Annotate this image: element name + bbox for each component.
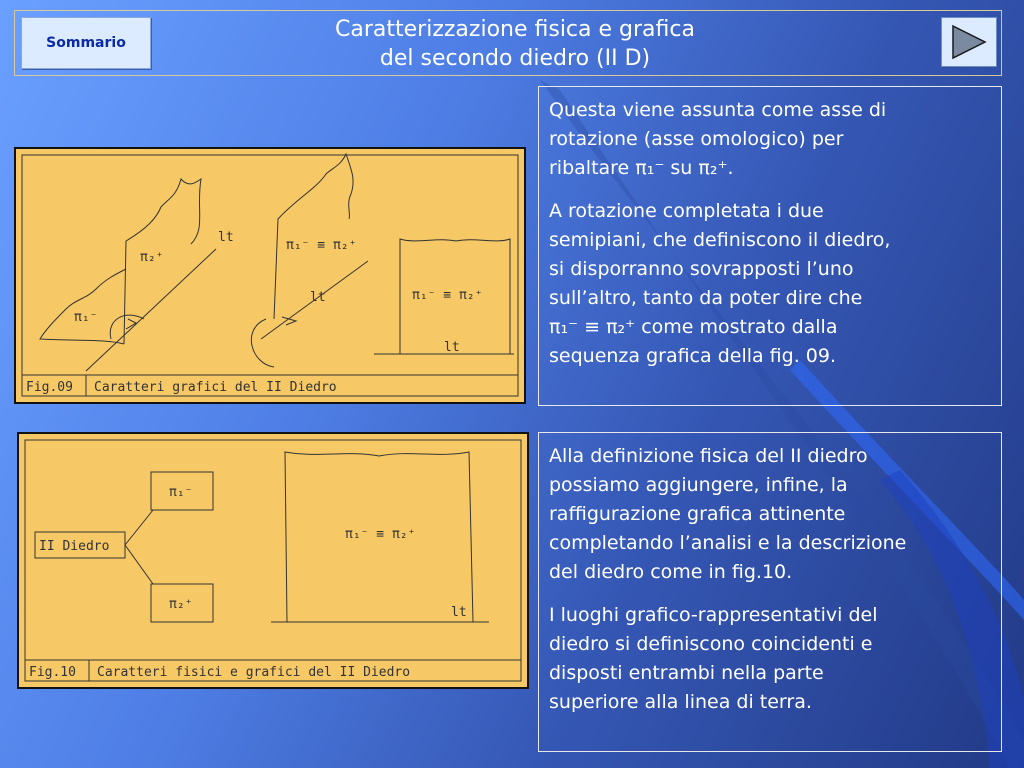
text-line: possiamo aggiungere, infine, la	[549, 474, 848, 496]
page-title	[215, 15, 815, 73]
label-pi-coincident: π₁⁻ ≡ π₂⁺	[286, 238, 357, 253]
label-lt: lt	[451, 605, 467, 620]
caption-number: Fig.10	[29, 665, 76, 680]
paragraph-bottom-1	[549, 442, 991, 587]
box-pi1-label: π₁⁻	[169, 485, 193, 500]
text-line: Alla definizione fisica del II diedro	[549, 445, 868, 467]
paragraph-bottom-2	[549, 601, 991, 717]
text-line: completando l’analisi e la descrizione	[549, 532, 907, 554]
sommario-button[interactable]: Sommario	[21, 17, 151, 69]
text-line: A rotazione completata i due	[549, 200, 824, 222]
text-line: ribaltare π₁⁻ su π₂⁺.	[549, 157, 734, 179]
text-line: si disporranno sovrapposti l’uno	[549, 258, 854, 280]
text-line: superiore alla linea di terra.	[549, 691, 812, 713]
next-slide-button[interactable]	[941, 17, 997, 67]
box-diedro-label: II Diedro	[39, 539, 110, 554]
text-panel-bottom	[538, 432, 1002, 752]
text-line: rotazione (asse omologico) per	[549, 128, 844, 150]
text-line: del diedro come in fig.10.	[549, 561, 793, 583]
text-line: sequenza grafica della fig. 09.	[549, 345, 837, 367]
label-pi2: π₂⁺	[140, 250, 164, 265]
text-line: Questa viene assunta come asse di	[549, 99, 887, 121]
paragraph-top-2	[549, 197, 991, 371]
header-bar	[14, 10, 1002, 76]
text-line: π₁⁻ ≡ π₂⁺ come mostrato dalla	[549, 316, 838, 338]
text-line: disposti entrambi nella parte	[549, 662, 824, 684]
paragraph-top-1	[549, 96, 991, 183]
text-line: I luoghi grafico-rappresentativi del	[549, 604, 878, 626]
label-lt: lt	[218, 230, 234, 245]
play-triangle-icon	[949, 24, 989, 60]
title-line-2: del secondo diedro (II D)	[379, 46, 651, 71]
label-lt-2: lt	[310, 290, 326, 305]
text-line: sull’altro, tanto da poter dire che	[549, 287, 863, 309]
figure-09	[14, 147, 526, 404]
caption-text: Caratteri fisici e grafici del II Diedro	[97, 665, 411, 680]
label-pi-coincident-2: π₁⁻ ≡ π₂⁺	[412, 288, 483, 303]
caption-number: Fig.09	[26, 380, 73, 395]
figure-10	[17, 432, 529, 689]
box-pi2-label: π₂⁺	[169, 597, 193, 612]
text-line: semipiani, che definiscono il diedro,	[549, 229, 891, 251]
label-pi1: π₁⁻	[74, 310, 98, 325]
title-line-1: Caratterizzazione fisica e grafica	[335, 17, 695, 42]
label-lt-3: lt	[444, 340, 460, 355]
label-pi-coincident: π₁⁻ ≡ π₂⁺	[345, 527, 416, 542]
text-line: raffigurazione grafica attinente	[549, 503, 846, 525]
text-line: diedro si definiscono coincidenti e	[549, 633, 873, 655]
caption-text: Caratteri grafici del II Diedro	[94, 380, 337, 395]
text-panel-top	[538, 86, 1002, 406]
